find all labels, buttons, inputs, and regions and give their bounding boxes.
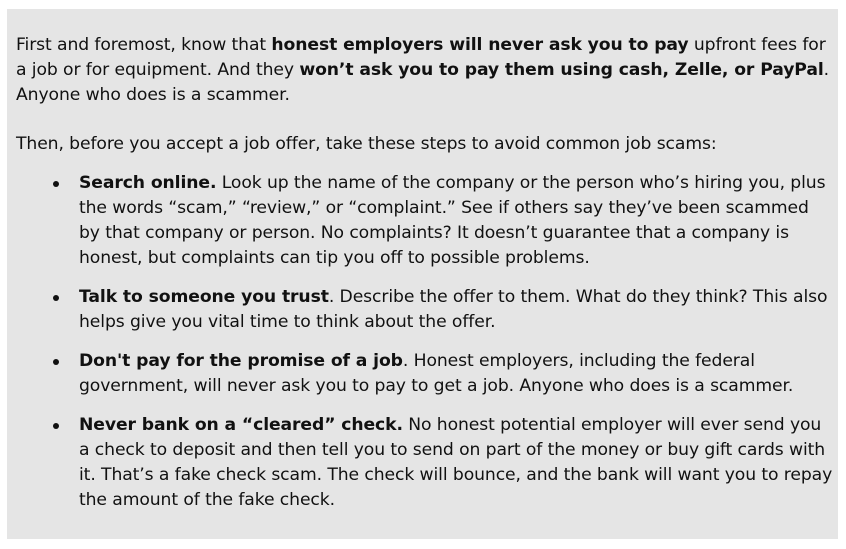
bullet-icon [53, 359, 59, 365]
list-item [16, 285, 834, 335]
step-title: Talk to someone you trust [79, 287, 329, 307]
list-item [16, 171, 834, 271]
intro-paragraph-1 [16, 33, 834, 108]
step-text: No honest potential employer will ever send you a check to deposit and then tell you to send on part of the money or buy gift cards with it. That’s a fake check scam. The check will bounce, and the bank will want you to repay the amount of the fake check. [79, 415, 833, 510]
intro-emphasis: won’t ask you to pay them using cash, Zelle, or PayPal [299, 60, 824, 80]
step-title: Never bank on a “cleared” check. [79, 415, 403, 435]
intro-emphasis: honest employers will never ask you to pay [271, 35, 689, 55]
step-title: Don't pay for the promise of a job [79, 351, 403, 371]
bullet-icon [53, 295, 59, 301]
bullet-icon [53, 181, 59, 187]
step-text: . Describe the offer to them. What do they think? This also helps give you vital time to think about the offer. [79, 287, 828, 332]
intro-text: First and foremost, know that [16, 35, 272, 55]
step-title: Search online. [79, 173, 217, 193]
list-item [16, 413, 834, 513]
step-text: Look up the name of the company or the person who’s hiring you, plus the words “scam,” “review,” or “complaint.” See if others say they’ve been scammed by that company or person. No complaints? It doesn’t guarantee that a company is honest, but complaints can tip you off to possible problems. [79, 173, 826, 268]
intro-paragraph-2: Then, before you accept a job offer, take these steps to avoid common job scams: [16, 134, 717, 154]
list-item [16, 349, 834, 399]
step-text: . Honest employers, including the federal government, will never ask you to pay to get a job. Anyone who does is a scammer. [79, 351, 794, 396]
intro-text: upfront fees for a job or for equipment. And they [16, 35, 826, 80]
steps-list [16, 171, 834, 513]
article-content [16, 33, 834, 527]
bullet-icon [53, 423, 59, 429]
info-panel [7, 9, 838, 539]
intro-text: . Anyone who does is a scammer. [16, 60, 830, 105]
